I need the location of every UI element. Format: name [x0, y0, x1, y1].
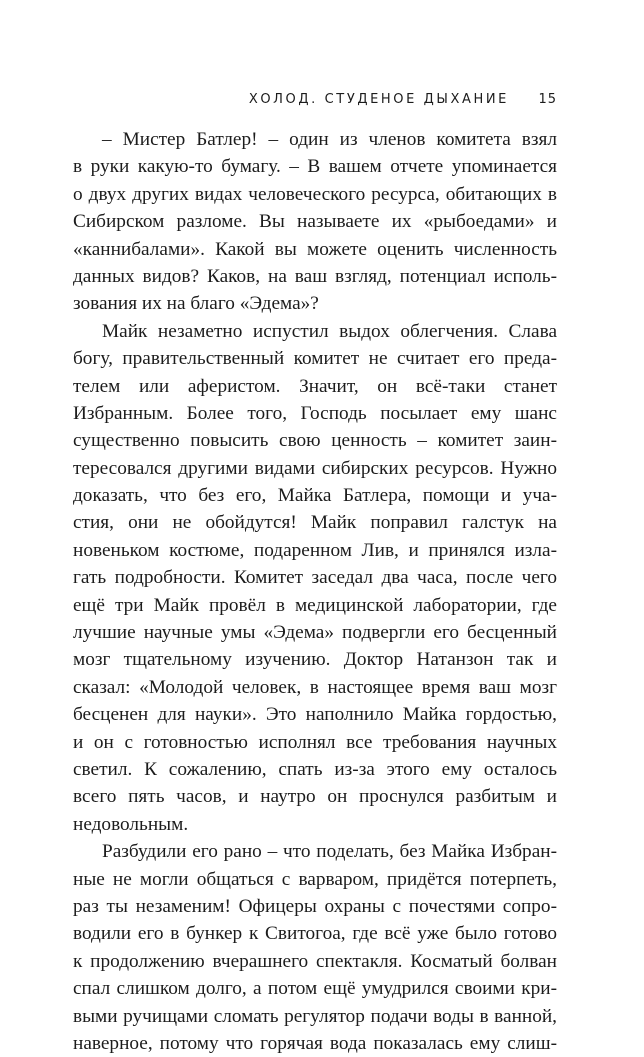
text-line: Разбудили его рано – что поделать, без Майка Избран-	[102, 841, 557, 863]
text-line: ные не могли общаться с варваром, придётся потерпеть,	[73, 868, 557, 890]
text-line: «каннибалами». Какой вы можете оценить численность	[73, 238, 557, 260]
text-line: мозг тщательному изучению. Доктор Натанзон так и	[73, 649, 557, 671]
text-line: всего пять часов, и наутро он проснулся разбитым и	[73, 786, 557, 808]
text-line: новеньком костюме, подаренном Лив, и принялся изла-	[73, 539, 557, 561]
text-line: сказал: «Молодой человек, в настоящее время ваш мозг	[73, 676, 557, 698]
running-header	[120, 90, 557, 110]
text-line: наверное, потому что горячая вода показалась ему слиш-	[73, 1032, 557, 1054]
text-line: лучшие научные умы «Эдема» подвергли его бесценный	[73, 622, 557, 644]
body-text	[73, 126, 557, 1057]
text-line: светил. К сожалению, спать из-за этого ему осталось	[73, 758, 557, 780]
text-line: и он с готовностью исполнял все требования научных	[73, 731, 557, 753]
text-line: раз ты незаменим! Офицеры охраны с почестями сопро-	[73, 895, 557, 917]
page-number: 15	[538, 92, 557, 107]
text-line: водили его в бункер к Свитогоа, где всё уже было готово	[73, 923, 557, 945]
text-line: Сибирском разломе. Вы называете их «рыбоедами» и	[73, 211, 557, 233]
text-line: телем или аферистом. Значит, он всё-таки станет	[73, 375, 557, 397]
running-title: ХОЛОД. СТУДЕНОЕ ДЫХАНИЕ	[248, 92, 509, 107]
text-line: зования их на благо «Эдема»?	[73, 293, 319, 315]
text-line: о двух других видах человеческого ресурса, обитающих в	[73, 183, 557, 205]
text-line: данных видов? Каков, на ваш взгляд, потенциал исполь-	[73, 265, 557, 287]
text-line: стия, они не обойдутся! Майк поправил галстук на	[73, 512, 557, 534]
text-line: Избранным. Более того, Господь посылает ему шанс	[73, 402, 557, 424]
text-line: спал слишком долго, а потом ещё умудрился своими кри-	[73, 978, 557, 1000]
text-line: богу, правительственный комитет не считает его преда-	[73, 348, 557, 370]
text-line: ещё три Майк провёл в медицинской лаборатории, где	[73, 594, 557, 616]
text-line: – Мистер Батлер! – один из членов комитета взял	[102, 129, 557, 150]
text-line: Майк незаметно испустил выдох облегчения. Слава	[102, 320, 557, 342]
text-line: гать подробности. Комитет заседал два часа, после чего	[73, 567, 557, 589]
text-line: бесценен для науки». Это наполнило Майка гордостью,	[73, 704, 557, 726]
text-line: недовольным.	[73, 813, 189, 835]
text-line: в руки какую-то бумагу. – В вашем отчете упоминается	[73, 156, 557, 178]
text-line: существенно повысить свою ценность – комитет заин-	[73, 430, 557, 452]
text-line: к продолжению вчерашнего спектакля. Косматый болван	[73, 950, 557, 972]
text-line: тересовался другими видами сибирских ресурсов. Нужно	[73, 457, 557, 479]
text-line: выми ручищами сломать регулятор подачи воды в ванной,	[73, 1005, 557, 1027]
text-line: доказать, что без его, Майка Батлера, помощи и уча-	[73, 485, 557, 507]
